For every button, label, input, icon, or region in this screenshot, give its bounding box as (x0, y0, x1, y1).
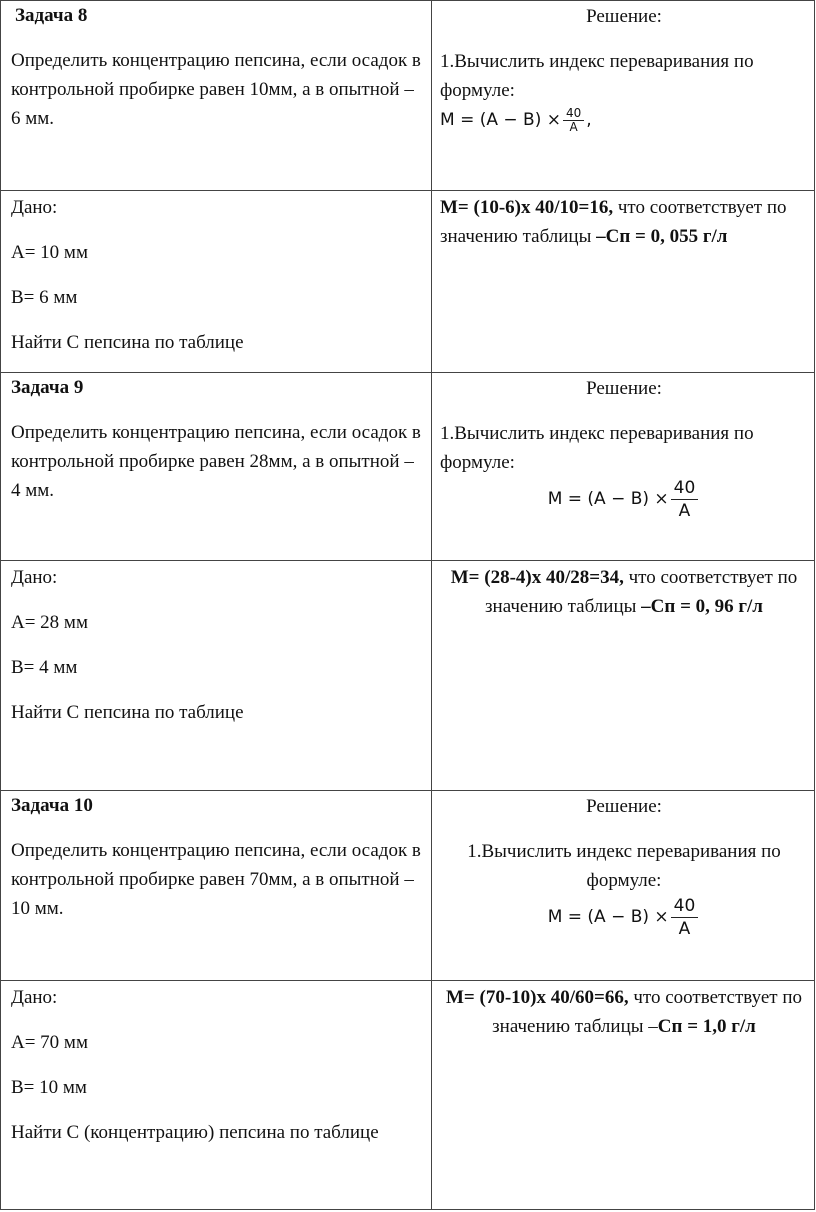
task-statement: Определить концентрацию пепсина, если осадок в контрольной пробирке равен 10мм, а в опытной – 6 мм. (11, 50, 421, 129)
answer-result: –Сп = 0, 055 г/л (596, 226, 728, 247)
formula-fraction (671, 477, 699, 522)
solution-header: Решение: (586, 6, 662, 27)
formula-main: M = (A − B) × (547, 489, 669, 509)
solution-step: 1.Вычислить индекс переваривания по формуле: (440, 423, 754, 473)
task-statement: Определить концентрацию пепсина, если осадок в контрольной пробирке равен 70мм, а в опытной – 10 мм. (11, 840, 421, 919)
answer-calculation: М= (10-6)х 40/10=16, (440, 197, 614, 218)
task-8-solution-cell (440, 2, 808, 135)
given-a: А= 70 мм (11, 1032, 88, 1053)
formula-denominator: A (569, 120, 578, 134)
answer-result: Сп = 1,0 г/л (657, 1016, 756, 1037)
row-divider (0, 190, 815, 191)
formula (548, 895, 701, 940)
task-statement: Определить концентрацию пепсина, если осадок в контрольной пробирке равен 28мм, а в опытной – 4 мм. (11, 422, 421, 501)
task-9-solution-cell (440, 374, 808, 522)
task-8-statement-cell (11, 2, 427, 133)
answer-text: что соответствует по значению таблицы – (492, 987, 802, 1037)
answer-text: что соответствует по значению таблицы (485, 567, 798, 617)
task-title: Задача 9 (11, 377, 84, 398)
formula (440, 106, 592, 135)
task-10-solution-cell (440, 792, 808, 940)
find-text: Найти С (концентрацию) пепсина по таблице (11, 1122, 379, 1143)
row-divider (0, 980, 815, 981)
formula-main: M = (A − B) × (547, 907, 669, 927)
given-b: В= 10 мм (11, 1077, 87, 1098)
given-a: А= 10 мм (11, 242, 88, 263)
table-border-right (814, 0, 815, 1210)
formula-denominator: A (678, 919, 691, 939)
formula-denominator: A (678, 501, 691, 521)
column-divider (431, 0, 432, 1210)
given-label: Дано: (11, 567, 58, 588)
task-title: Задача 10 (11, 795, 93, 816)
task-10-given-cell (11, 983, 423, 1147)
task-9-given-cell (11, 563, 423, 727)
formula-numerator: 40 (563, 107, 584, 121)
answer-calculation: М= (28-4)х 40/28=34, (450, 567, 624, 588)
solution-header: Решение: (586, 796, 662, 817)
find-text: Найти С пепсина по таблице (11, 332, 244, 353)
row-divider (0, 372, 815, 373)
formula-numerator: 40 (671, 895, 699, 918)
solution-header: Решение: (586, 378, 662, 399)
given-b: В= 4 мм (11, 657, 78, 678)
task-10-statement-cell (11, 792, 423, 923)
given-label: Дано: (11, 987, 58, 1008)
task-9-answer-cell (440, 563, 808, 621)
given-label: Дано: (11, 197, 58, 218)
task-9-statement-cell (11, 374, 423, 505)
row-divider (0, 560, 815, 561)
given-b: В= 6 мм (11, 287, 78, 308)
table-border-left (0, 0, 1, 1210)
formula-main: M = (A − B) × (440, 110, 561, 130)
answer-result: –Сп = 0, 96 г/л (641, 596, 763, 617)
task-8-given-cell (11, 193, 423, 357)
task-10-answer-cell (440, 983, 808, 1041)
task-8-answer-cell (440, 193, 808, 251)
formula-fraction (671, 895, 699, 940)
row-divider (0, 790, 815, 791)
answer-text: что соответствует по значению таблицы (440, 197, 787, 247)
row-divider (0, 0, 815, 1)
given-a: А= 28 мм (11, 612, 88, 633)
formula-tail: , (586, 110, 592, 130)
solution-step: 1.Вычислить индекс переваривания по формуле: (440, 51, 754, 101)
solution-step: 1.Вычислить индекс переваривания по формуле: (467, 841, 781, 891)
answer-calculation: М= (70-10)х 40/60=66, (446, 987, 629, 1008)
formula (548, 477, 701, 522)
formula-fraction (563, 107, 584, 134)
row-divider (0, 1209, 815, 1210)
formula-numerator: 40 (671, 477, 699, 500)
find-text: Найти С пепсина по таблице (11, 702, 244, 723)
task-title: Задача 8 (15, 5, 88, 26)
